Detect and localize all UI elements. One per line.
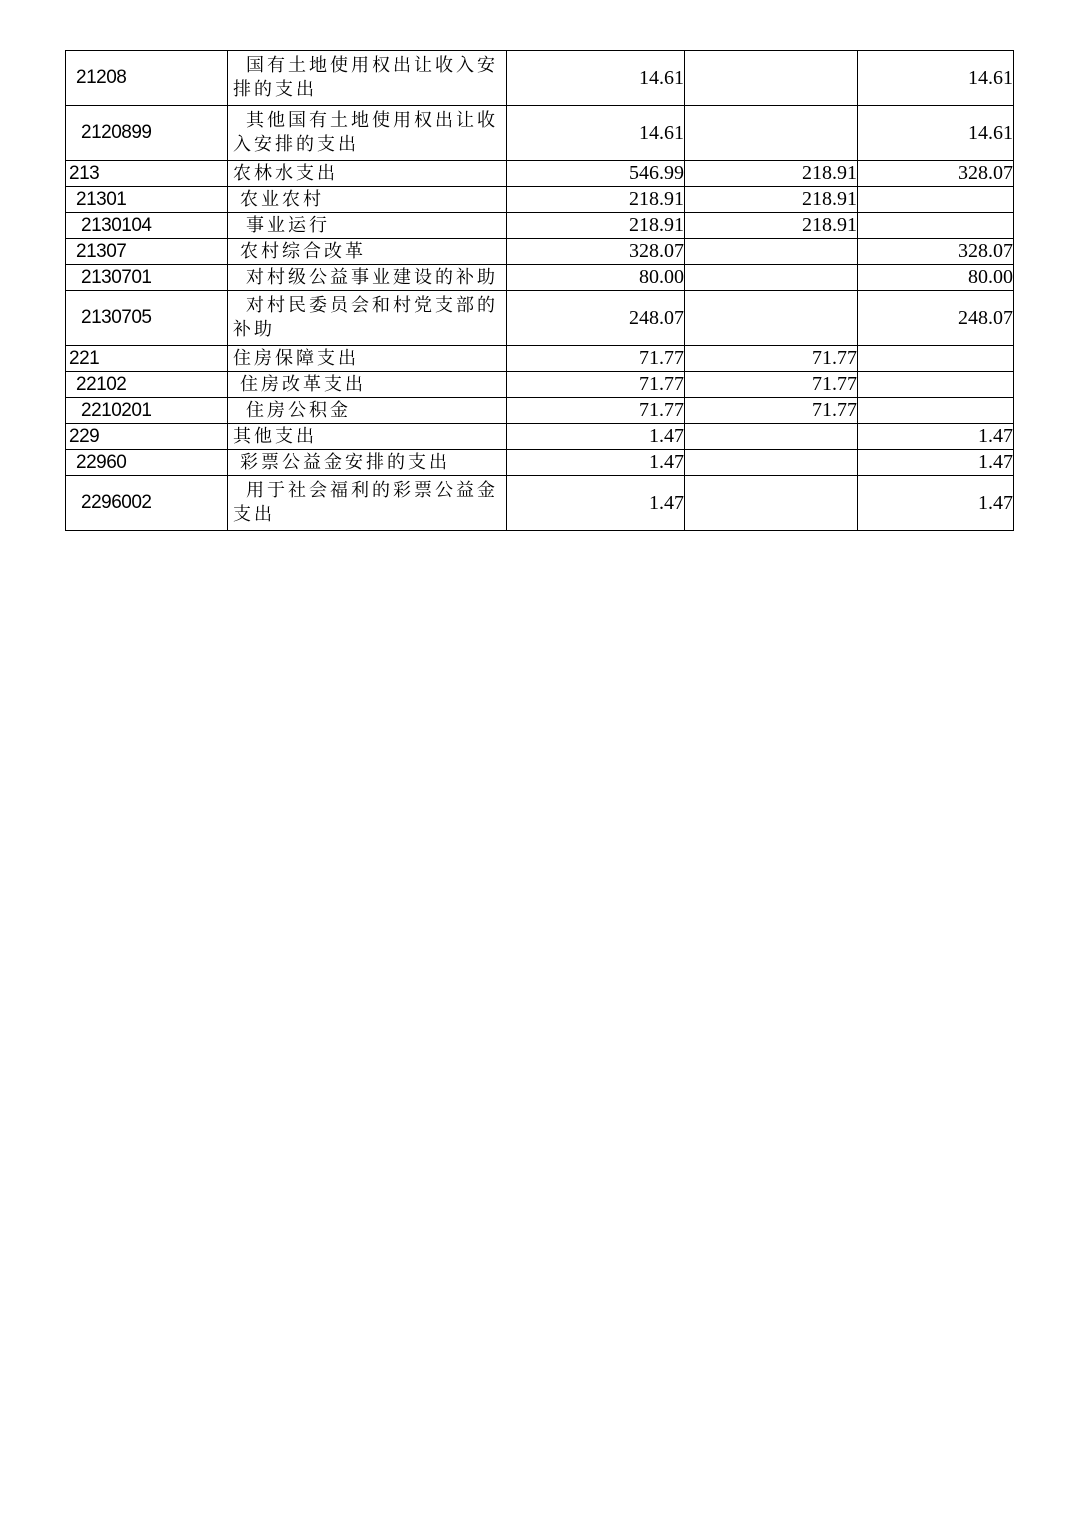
subject-code-cell: 2130701 [66, 265, 228, 291]
project-expenditure-cell: 14.61 [858, 51, 1014, 106]
subject-code-cell: 2296002 [66, 476, 228, 531]
project-expenditure-cell: 14.61 [858, 106, 1014, 161]
basic-expenditure-cell: 71.77 [685, 398, 858, 424]
table-row [66, 187, 1014, 213]
basic-expenditure-cell [685, 291, 858, 346]
project-expenditure-cell [858, 372, 1014, 398]
table-row [66, 291, 1014, 346]
table-row [66, 346, 1014, 372]
subject-name-cell: 农林水支出 [228, 161, 507, 187]
subject-code-cell: 21301 [66, 187, 228, 213]
table-row [66, 161, 1014, 187]
basic-expenditure-cell: 218.91 [685, 161, 858, 187]
total-amount-cell: 1.47 [507, 450, 685, 476]
subject-code-cell: 229 [66, 424, 228, 450]
table-row [66, 239, 1014, 265]
subject-name-cell: 其他国有土地使用权出让收入安排的支出 [228, 106, 507, 161]
subject-name-cell: 农村综合改革 [228, 239, 507, 265]
total-amount-cell: 71.77 [507, 398, 685, 424]
total-amount-cell: 218.91 [507, 187, 685, 213]
total-amount-cell: 80.00 [507, 265, 685, 291]
project-expenditure-cell [858, 213, 1014, 239]
total-amount-cell: 248.07 [507, 291, 685, 346]
subject-code-cell: 2130705 [66, 291, 228, 346]
table-row [66, 213, 1014, 239]
budget-expenditure-table [65, 50, 1014, 531]
basic-expenditure-cell: 71.77 [685, 346, 858, 372]
basic-expenditure-cell [685, 424, 858, 450]
project-expenditure-cell: 248.07 [858, 291, 1014, 346]
subject-name-cell: 对村民委员会和村党支部的补助 [228, 291, 507, 346]
subject-name-cell: 住房公积金 [228, 398, 507, 424]
total-amount-cell: 71.77 [507, 346, 685, 372]
subject-code-cell: 22102 [66, 372, 228, 398]
subject-name-cell: 事业运行 [228, 213, 507, 239]
table-row [66, 51, 1014, 106]
project-expenditure-cell: 1.47 [858, 450, 1014, 476]
subject-name-cell: 对村级公益事业建设的补助 [228, 265, 507, 291]
project-expenditure-cell [858, 346, 1014, 372]
basic-expenditure-cell [685, 476, 858, 531]
total-amount-cell: 218.91 [507, 213, 685, 239]
basic-expenditure-cell: 218.91 [685, 187, 858, 213]
table-body [66, 51, 1014, 531]
basic-expenditure-cell [685, 450, 858, 476]
subject-code-cell: 221 [66, 346, 228, 372]
table-row [66, 372, 1014, 398]
project-expenditure-cell [858, 398, 1014, 424]
total-amount-cell: 14.61 [507, 51, 685, 106]
basic-expenditure-cell: 218.91 [685, 213, 858, 239]
basic-expenditure-cell: 71.77 [685, 372, 858, 398]
basic-expenditure-cell [685, 239, 858, 265]
table-row [66, 106, 1014, 161]
basic-expenditure-cell [685, 106, 858, 161]
total-amount-cell: 71.77 [507, 372, 685, 398]
total-amount-cell: 546.99 [507, 161, 685, 187]
table-row [66, 424, 1014, 450]
subject-code-cell: 2120899 [66, 106, 228, 161]
project-expenditure-cell: 80.00 [858, 265, 1014, 291]
table-row [66, 476, 1014, 531]
project-expenditure-cell: 328.07 [858, 161, 1014, 187]
subject-code-cell: 21307 [66, 239, 228, 265]
subject-name-cell: 国有土地使用权出让收入安排的支出 [228, 51, 507, 106]
subject-name-cell: 用于社会福利的彩票公益金支出 [228, 476, 507, 531]
subject-code-cell: 2130104 [66, 213, 228, 239]
table-row [66, 265, 1014, 291]
subject-code-cell: 21208 [66, 51, 228, 106]
subject-code-cell: 22960 [66, 450, 228, 476]
basic-expenditure-cell [685, 265, 858, 291]
total-amount-cell: 14.61 [507, 106, 685, 161]
subject-name-cell: 农业农村 [228, 187, 507, 213]
subject-code-cell: 213 [66, 161, 228, 187]
table-row [66, 450, 1014, 476]
subject-name-cell: 住房改革支出 [228, 372, 507, 398]
subject-name-cell: 住房保障支出 [228, 346, 507, 372]
subject-name-cell: 其他支出 [228, 424, 507, 450]
project-expenditure-cell: 1.47 [858, 476, 1014, 531]
subject-name-cell: 彩票公益金安排的支出 [228, 450, 507, 476]
subject-code-cell: 2210201 [66, 398, 228, 424]
total-amount-cell: 1.47 [507, 424, 685, 450]
total-amount-cell: 1.47 [507, 476, 685, 531]
table-row [66, 398, 1014, 424]
project-expenditure-cell [858, 187, 1014, 213]
total-amount-cell: 328.07 [507, 239, 685, 265]
project-expenditure-cell: 328.07 [858, 239, 1014, 265]
project-expenditure-cell: 1.47 [858, 424, 1014, 450]
basic-expenditure-cell [685, 51, 858, 106]
